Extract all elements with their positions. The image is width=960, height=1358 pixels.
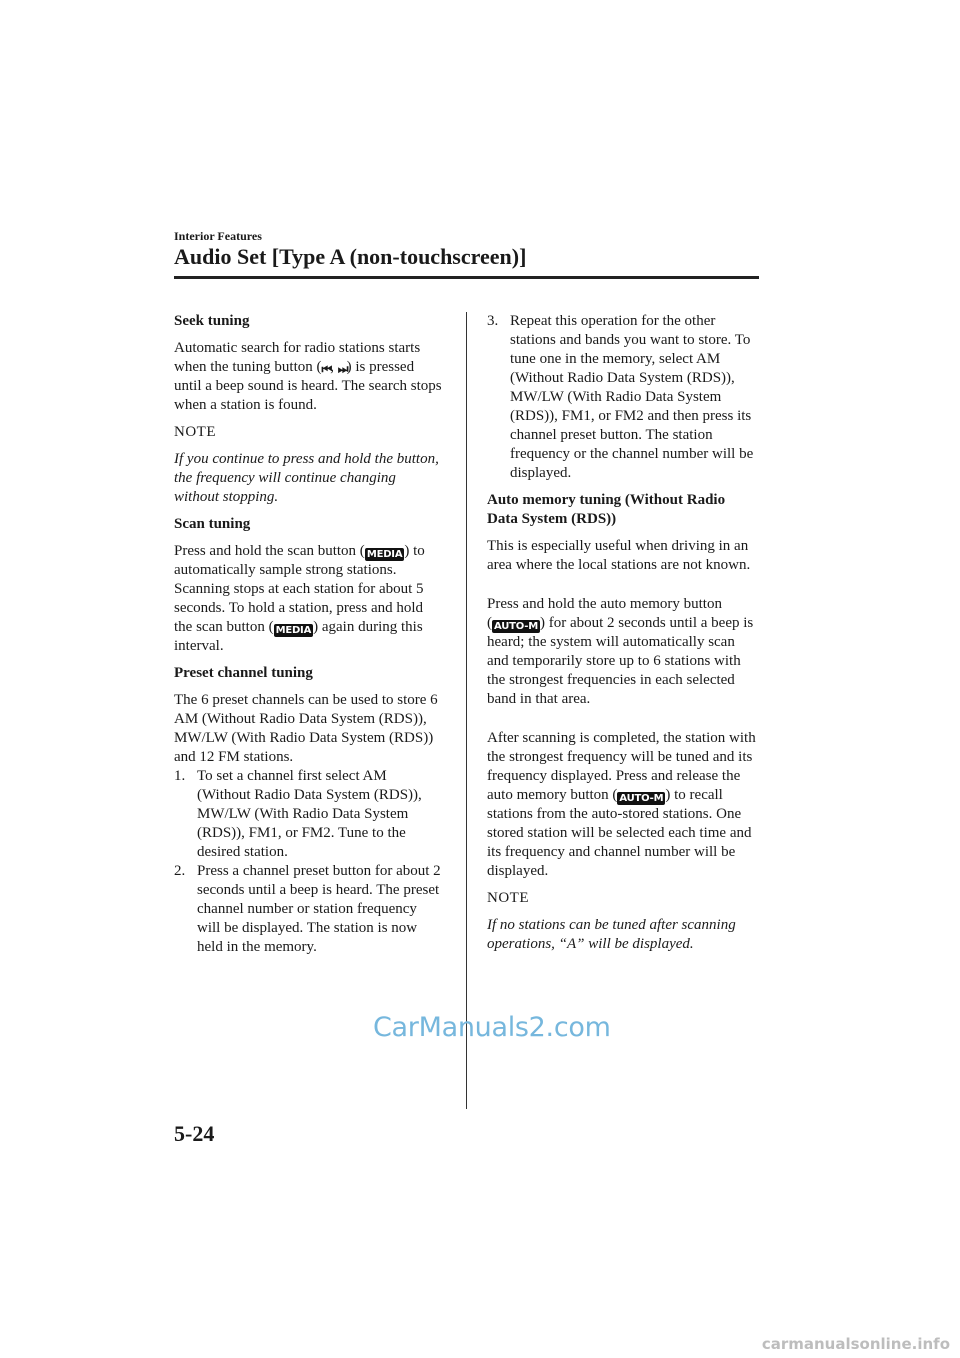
scan-tuning-text: Press and hold the scan button ( MEDIA ) to automatically sample strong stations. Scanning stops at each station for about 5 seconds. To hold a station, press and hold the scan button ( MEDIA ) again during this interval. bbox=[174, 543, 425, 654]
preset-intro: The 6 preset channels can be used to store 6 AM (Without Radio Data System (RDS)), MW/LW (With Radio Data System (RDS)) and 12 FM stations. bbox=[174, 692, 438, 765]
media-button-icon: MEDIA bbox=[366, 549, 403, 560]
right-column bbox=[487, 312, 759, 962]
note-text: If you continue to press and hold the button, the frequency will continue changing without stopping. bbox=[174, 451, 439, 505]
note-label: NOTE bbox=[174, 424, 216, 440]
list-item: 3. Repeat this operation for the other stations and bands you want to store. To tune one in the memory, select AM (Without Radio Data System (RDS)), MW/LW (With Radio Data System (RDS)), FM1, or FM2 and then press its channel preset button. The station frequency or the channel number will be displayed. bbox=[487, 313, 754, 481]
preset-steps-continued bbox=[487, 312, 759, 483]
seek-tuning-text: Automatic search for radio stations starts when the tuning button (⏮, ⏭) is pressed until a beep sound is heard. The search stops when a station is found. bbox=[174, 340, 442, 413]
auto-memory-p3: After scanning is completed, the station with the strongest frequency will be tuned and its frequency displayed. Press and release the auto memory button ( AUTO-M ) to recall stations from the auto-stored stations. One stored station will be selected each time and its frequency and channel number will be displayed. bbox=[487, 730, 756, 879]
preset-steps bbox=[174, 767, 442, 957]
note-label: NOTE bbox=[487, 890, 529, 906]
media-button-icon: MEDIA bbox=[275, 625, 312, 636]
section-label: Interior Features bbox=[174, 229, 262, 243]
seek-forward-icon: ⏭ bbox=[337, 362, 347, 376]
note-text: If no stations can be tuned after scanning operations, “A” will be displayed. bbox=[487, 917, 736, 952]
scan-tuning-heading: Scan tuning bbox=[174, 516, 251, 532]
seek-back-icon: ⏮ bbox=[321, 362, 331, 376]
left-column bbox=[174, 312, 442, 965]
column-divider bbox=[466, 312, 467, 1109]
page-title: Audio Set [Type A (non-touchscreen)] bbox=[174, 244, 527, 269]
auto-m-button-icon: AUTO-M bbox=[494, 621, 538, 632]
auto-memory-p1: This is especially useful when driving in an area where the local stations are not known. bbox=[487, 538, 751, 573]
watermark: CarManuals2.com bbox=[373, 1012, 611, 1043]
page-number: 5-24 bbox=[174, 1121, 215, 1146]
preset-tuning-heading: Preset channel tuning bbox=[174, 665, 313, 681]
auto-memory-heading: Auto memory tuning (Without Radio Data System (RDS)) bbox=[487, 492, 726, 527]
header-rule bbox=[174, 276, 759, 279]
auto-m-button-icon: AUTO-M bbox=[619, 793, 664, 804]
list-item: 2. Press a channel preset button for about 2 seconds until a beep is heard. The preset channel number or station frequency will be displayed. The station is now held in the memory. bbox=[174, 863, 441, 955]
auto-memory-p2: Press and hold the auto memory button ( AUTO-M ) for about 2 seconds until a beep is heard; the system will automatically scan and temporarily store up to 6 stations with the strongest frequencies in each selected band in that area. bbox=[487, 596, 754, 707]
list-item: 1. To set a channel first select AM (Without Radio Data System (RDS)), MW/LW (With Radio Data System (RDS)), FM1, or FM2. Tune to the desired station. bbox=[174, 768, 422, 860]
footer-site: carmanualsonline.info bbox=[761, 1335, 950, 1353]
seek-tuning-heading: Seek tuning bbox=[174, 313, 250, 329]
